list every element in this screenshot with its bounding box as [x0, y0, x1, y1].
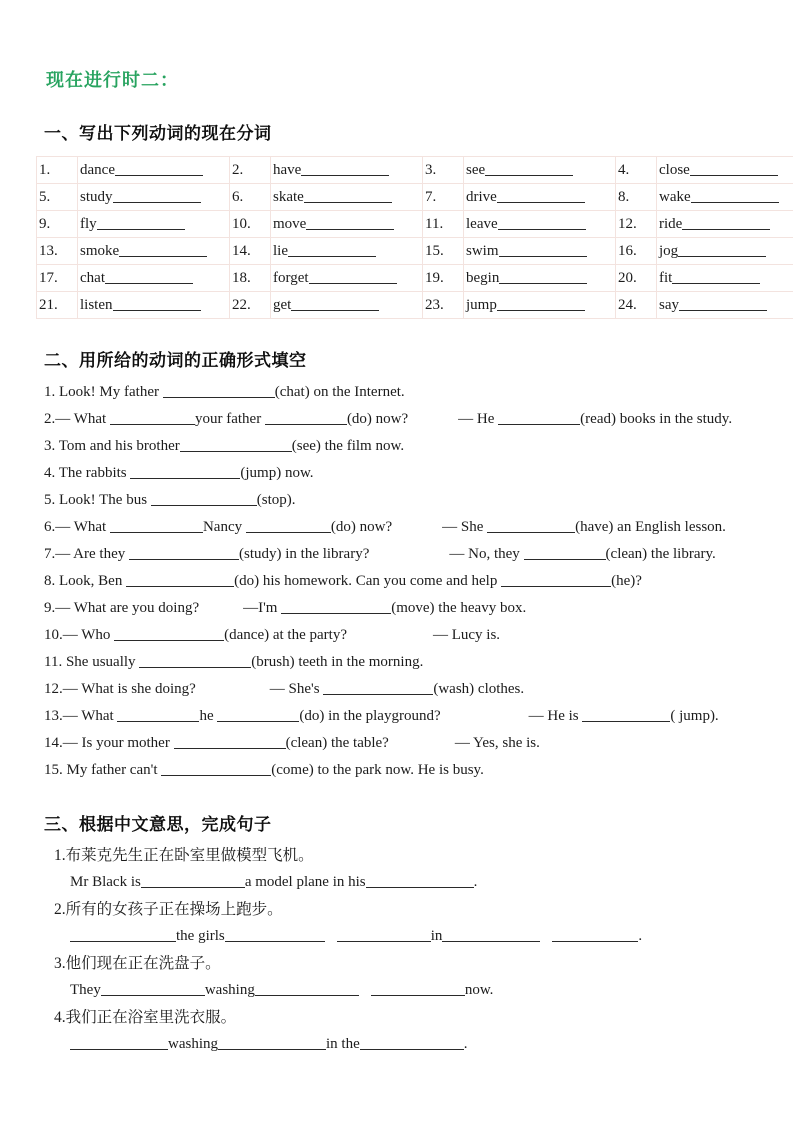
fill-blank	[501, 574, 611, 587]
verb-cell: move	[271, 211, 423, 238]
worksheet-title: 现在进行时二：	[46, 70, 179, 90]
verb-number: 9.	[37, 211, 78, 238]
verb-cell: see	[464, 157, 616, 184]
fill-blank	[497, 190, 585, 203]
fill-blank	[304, 190, 392, 203]
fill-blank	[113, 190, 201, 203]
sentence-line: 1. Look! My father (chat) on the Internet.	[44, 384, 405, 400]
spacer	[392, 530, 442, 531]
spacer	[540, 939, 552, 940]
fill-blank	[442, 929, 540, 942]
spacer	[441, 719, 529, 720]
verb-number: 8.	[616, 184, 657, 211]
fill-blank	[499, 271, 587, 284]
fill-blank	[309, 271, 397, 284]
fill-blank	[70, 929, 176, 942]
section2-heading: 二、用所给的动词的正确形式填空	[44, 351, 307, 370]
chinese-prompt: 4.我们正在浴室里洗衣服。	[54, 1009, 237, 1026]
verb-cell: study	[78, 184, 230, 211]
spacer	[408, 422, 458, 423]
chinese-prompt: 1.布莱克先生正在卧室里做模型飞机。	[54, 847, 314, 864]
verb-number: 17.	[37, 265, 78, 292]
fill-blank	[113, 298, 201, 311]
verb-table-row	[37, 157, 793, 184]
fill-blank	[691, 190, 779, 203]
section3-heading: 三、根据中文意思，完成句子	[44, 815, 272, 834]
fill-blank	[225, 929, 325, 942]
fill-blank	[679, 298, 767, 311]
sentence-line: 3. Tom and his brother (see) the film now.	[44, 438, 405, 454]
fill-blank	[306, 217, 394, 230]
verb-number: 4.	[616, 157, 657, 184]
verb-cell: fly	[78, 211, 230, 238]
fill-blank	[139, 655, 251, 668]
verb-table-row	[37, 238, 793, 265]
verb-number: 1.	[37, 157, 78, 184]
fill-blank	[498, 217, 586, 230]
verb-cell: forget	[271, 265, 423, 292]
english-completion-line: washing in the .	[70, 1036, 767, 1053]
fill-blank	[552, 929, 638, 942]
verb-table-row	[37, 265, 793, 292]
sentence-line: 10.— Who (dance) at the party? — Lucy is.	[44, 627, 501, 643]
verb-cell: skate	[271, 184, 423, 211]
verb-number: 10.	[230, 211, 271, 238]
translation-list	[44, 847, 767, 1053]
fill-blank	[126, 574, 234, 587]
fill-blank	[110, 412, 195, 425]
fill-blank	[288, 244, 376, 257]
verb-number: 19.	[423, 265, 464, 292]
fill-blank	[218, 1037, 326, 1050]
verb-number: 5.	[37, 184, 78, 211]
sentence-line: 12.— What is she doing? — She's (wash) clothes.	[44, 681, 525, 697]
fill-blank	[163, 385, 275, 398]
fill-blank	[524, 547, 606, 560]
section-verb-participles	[39, 119, 767, 319]
verb-number: 11.	[423, 211, 464, 238]
fill-blank	[337, 929, 431, 942]
verb-table-row	[37, 292, 793, 319]
fill-blank	[265, 412, 347, 425]
verb-table-row	[37, 184, 793, 211]
spacer	[196, 692, 270, 693]
fill-blank	[114, 628, 224, 641]
chinese-prompt: 3.他们现在正在洗盘子。	[54, 955, 221, 972]
fill-blank	[70, 1037, 168, 1050]
fill-blank	[129, 547, 239, 560]
verb-cell: ride	[657, 211, 793, 238]
fill-blank	[682, 217, 770, 230]
verb-cell: say	[657, 292, 793, 319]
english-completion-line: They washing now.	[70, 982, 494, 998]
fill-blank	[161, 763, 271, 776]
verb-cell: wake	[657, 184, 793, 211]
verb-cell: begin	[464, 265, 616, 292]
fill-blank	[180, 439, 292, 452]
fill-blank	[115, 163, 203, 176]
fill-blank	[690, 163, 778, 176]
sentence-line: 14.— Is your mother (clean) the table? — Yes, she is.	[44, 735, 540, 751]
sentence-line: 15. My father can't (come) to the park now. He is busy.	[44, 762, 484, 778]
fill-blank	[672, 271, 760, 284]
fill-blank	[97, 217, 185, 230]
verb-cell: close	[657, 157, 793, 184]
spacer	[199, 611, 243, 612]
fill-blank	[323, 682, 433, 695]
verb-number: 21.	[37, 292, 78, 319]
section-fill-in-blanks	[44, 346, 767, 779]
verb-number: 15.	[423, 238, 464, 265]
verb-cell: leave	[464, 211, 616, 238]
verb-number: 14.	[230, 238, 271, 265]
spacer	[359, 993, 371, 994]
sentence-line: 4. The rabbits (jump) now.	[44, 465, 314, 481]
verb-cell: smoke	[78, 238, 230, 265]
verb-number: 20.	[616, 265, 657, 292]
fill-blank	[485, 163, 573, 176]
fill-blank	[487, 520, 575, 533]
fill-blank	[301, 163, 389, 176]
verb-cell: jog	[657, 238, 793, 265]
verb-number: 3.	[423, 157, 464, 184]
chinese-prompt: 2.所有的女孩子正在操场上跑步。	[54, 901, 283, 918]
fill-blank	[217, 709, 299, 722]
verb-cell: lie	[271, 238, 423, 265]
verb-cell: chat	[78, 265, 230, 292]
verb-number: 12.	[616, 211, 657, 238]
fill-blank	[366, 875, 474, 888]
verb-number: 22.	[230, 292, 271, 319]
sentence-line: 7.— Are they (study) in the library? — No, they (clean) the library.	[44, 546, 716, 562]
fill-blank	[117, 709, 199, 722]
verb-cell: jump	[464, 292, 616, 319]
fill-blank	[499, 244, 587, 257]
fill-blank	[291, 298, 379, 311]
english-completion-line: the girls in .	[70, 928, 767, 945]
fill-blank	[119, 244, 207, 257]
verb-number: 18.	[230, 265, 271, 292]
fill-blank	[678, 244, 766, 257]
sentence-list	[44, 384, 767, 779]
spacer	[369, 557, 449, 558]
verb-number: 13.	[37, 238, 78, 265]
sentence-line: 13.— What he (do) in the playground? — He is ( jump).	[44, 708, 719, 724]
section1-heading: 一、写出下列动词的现在分词	[44, 124, 272, 143]
verb-number: 6.	[230, 184, 271, 211]
fill-blank	[255, 983, 359, 996]
verb-number: 24.	[616, 292, 657, 319]
sentence-line: 8. Look, Ben (do) his homework. Can you come and help (he)?	[44, 573, 642, 589]
fill-blank	[281, 601, 391, 614]
verb-cell: get	[271, 292, 423, 319]
verb-cell: have	[271, 157, 423, 184]
verb-number: 7.	[423, 184, 464, 211]
verb-cell: drive	[464, 184, 616, 211]
fill-blank	[498, 412, 580, 425]
section-translation	[44, 810, 767, 1053]
fill-blank	[174, 736, 286, 749]
spacer	[325, 939, 337, 940]
verb-cell: swim	[464, 238, 616, 265]
fill-blank	[101, 983, 205, 996]
fill-blank	[105, 271, 193, 284]
fill-blank	[151, 493, 257, 506]
spacer	[347, 638, 433, 639]
sentence-line: 2.— What your father (do) now? — He (read) books in the study.	[44, 411, 733, 427]
spacer	[389, 746, 455, 747]
fill-blank	[371, 983, 465, 996]
verb-cell: fit	[657, 265, 793, 292]
verb-cell: dance	[78, 157, 230, 184]
fill-blank	[582, 709, 670, 722]
sentence-line: 6.— What Nancy (do) now? — She (have) an English lesson.	[44, 519, 726, 535]
fill-blank	[360, 1037, 464, 1050]
verb-table	[36, 156, 793, 319]
fill-blank	[246, 520, 331, 533]
fill-blank	[141, 875, 245, 888]
verb-number: 23.	[423, 292, 464, 319]
verb-number: 2.	[230, 157, 271, 184]
fill-blank	[497, 298, 585, 311]
fill-blank	[130, 466, 240, 479]
sentence-line: 11. She usually (brush) teeth in the morning.	[44, 654, 424, 670]
verb-cell: listen	[78, 292, 230, 319]
sentence-line: 9.— What are you doing? —I'm (move) the heavy box.	[44, 600, 527, 616]
english-completion-line: Mr Black is a model plane in his .	[70, 874, 478, 890]
fill-blank	[110, 520, 203, 533]
verb-table-row	[37, 211, 793, 238]
sentence-line: 5. Look! The bus (stop).	[44, 492, 296, 508]
verb-number: 16.	[616, 238, 657, 265]
